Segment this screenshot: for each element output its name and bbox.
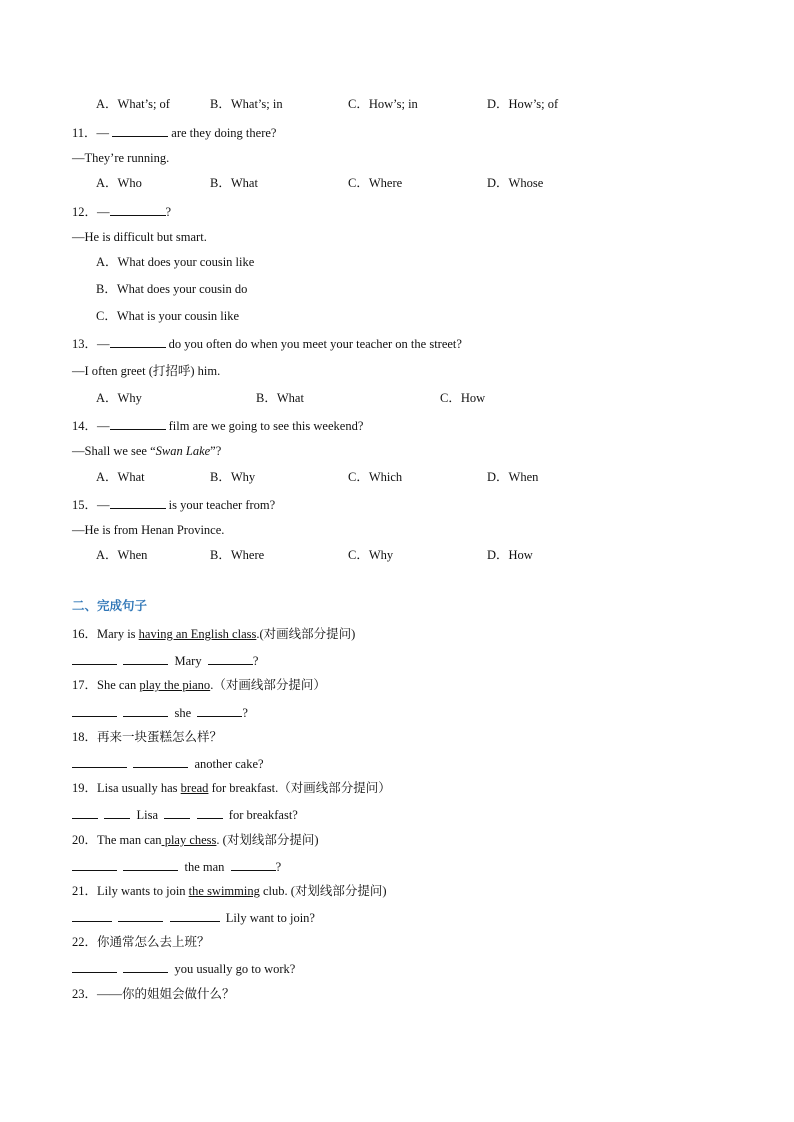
q14-option-d: D．When — [487, 470, 539, 484]
answer-blank[interactable] — [110, 496, 166, 509]
answer-blank[interactable] — [208, 652, 253, 665]
answer-blank[interactable] — [123, 858, 178, 871]
q13-question: 13．— do you often do when you meet your teacher on the street? — [72, 337, 462, 351]
q18-answer-line: another cake? — [72, 755, 264, 772]
q14-option-a: A．What — [96, 470, 145, 484]
q10-option-a: A．What’s; of — [96, 97, 170, 111]
q12-question: 12．— ? — [72, 205, 172, 219]
answer-blank[interactable] — [123, 652, 168, 665]
q10-option-b: B．What’s; in — [210, 97, 283, 111]
q17-question: 17．She can play the piano.（对画线部分提问） — [72, 678, 326, 692]
q14-answer: —Shall we see “Swan Lake”? — [72, 444, 222, 458]
answer-blank[interactable] — [197, 704, 242, 717]
q12-option-c: C．What is your cousin like — [96, 309, 240, 323]
q17-answer-line: she ? — [72, 704, 248, 721]
q18-question: 18．再来一块蛋糕怎么样？ — [72, 730, 223, 744]
answer-blank[interactable] — [72, 755, 127, 768]
q11-answer: —They’re running. — [72, 151, 170, 165]
answer-blank[interactable] — [123, 704, 168, 717]
answer-blank[interactable] — [118, 909, 163, 922]
answer-blank[interactable] — [110, 335, 166, 348]
answer-blank[interactable] — [72, 858, 117, 871]
q11-question: 11．— are they doing there? — [72, 126, 277, 140]
q15-answer: —He is from Henan Province. — [72, 523, 225, 537]
q19-question: 19．Lisa usually has bread for breakfast.（对画线部分提问） — [72, 781, 391, 795]
q11-option-b: B．What — [210, 176, 258, 190]
answer-blank[interactable] — [123, 960, 168, 973]
q15-question: 15．— is your teacher from? — [72, 498, 276, 512]
q10-option-c: C．How’s; in — [348, 97, 418, 111]
answer-blank[interactable] — [231, 858, 276, 871]
q22-answer-line: you usually go to work? — [72, 960, 295, 977]
answer-blank[interactable] — [110, 417, 166, 430]
q15-option-b: B．Where — [210, 548, 265, 562]
section-heading: 二、完成句子 — [72, 598, 148, 613]
q19-answer-line: Lisa for breakfast? — [72, 806, 298, 823]
answer-blank[interactable] — [164, 806, 190, 819]
answer-blank[interactable] — [72, 806, 98, 819]
q23-question: 23．——你的姐姐会做什么？ — [72, 987, 235, 1001]
q14-option-b: B．Why — [210, 470, 256, 484]
answer-blank[interactable] — [170, 909, 220, 922]
q12-option-a: A．What does your cousin like — [96, 255, 255, 269]
q21-answer-line: Lily want to join? — [72, 909, 315, 926]
q22-question: 22．你通常怎么去上班？ — [72, 935, 210, 949]
answer-blank[interactable] — [72, 960, 117, 973]
answer-blank[interactable] — [112, 124, 168, 137]
q14-question: 14．— film are we going to see this weekend? — [72, 419, 364, 433]
q14-option-c: C．Which — [348, 470, 403, 484]
q20-answer-line: the man ? — [72, 858, 281, 875]
q16-answer-line: Mary ? — [72, 652, 258, 669]
q20-question: 20．The man can play chess. (对划线部分提问) — [72, 833, 319, 847]
q11-option-d: D．Whose — [487, 176, 544, 190]
q13-option-c: C．How — [440, 391, 486, 405]
answer-blank[interactable] — [72, 704, 117, 717]
q15-option-a: A．When — [96, 548, 148, 562]
q12-answer: —He is difficult but smart. — [72, 230, 207, 244]
answer-blank[interactable] — [133, 755, 188, 768]
q10-option-d: D．How’s; of — [487, 97, 559, 111]
answer-blank[interactable] — [72, 909, 112, 922]
q21-question: 21．Lily wants to join the swimming club. (对划线部分提问) — [72, 884, 387, 898]
q13-option-b: B．What — [256, 391, 304, 405]
q15-option-c: C．Why — [348, 548, 394, 562]
q12-option-b: B．What does your cousin do — [96, 282, 248, 296]
answer-blank[interactable] — [104, 806, 130, 819]
q11-option-c: C．Where — [348, 176, 403, 190]
q15-option-d: D．How — [487, 548, 533, 562]
q11-option-a: A．Who — [96, 176, 142, 190]
answer-blank[interactable] — [110, 203, 166, 216]
q16-question: 16．Mary is having an English class.(对画线部分提问) — [72, 627, 356, 641]
answer-blank[interactable] — [72, 652, 117, 665]
q13-option-a: A．Why — [96, 391, 142, 405]
q13-answer: —I often greet (打招呼) him. — [72, 364, 221, 378]
answer-blank[interactable] — [197, 806, 223, 819]
